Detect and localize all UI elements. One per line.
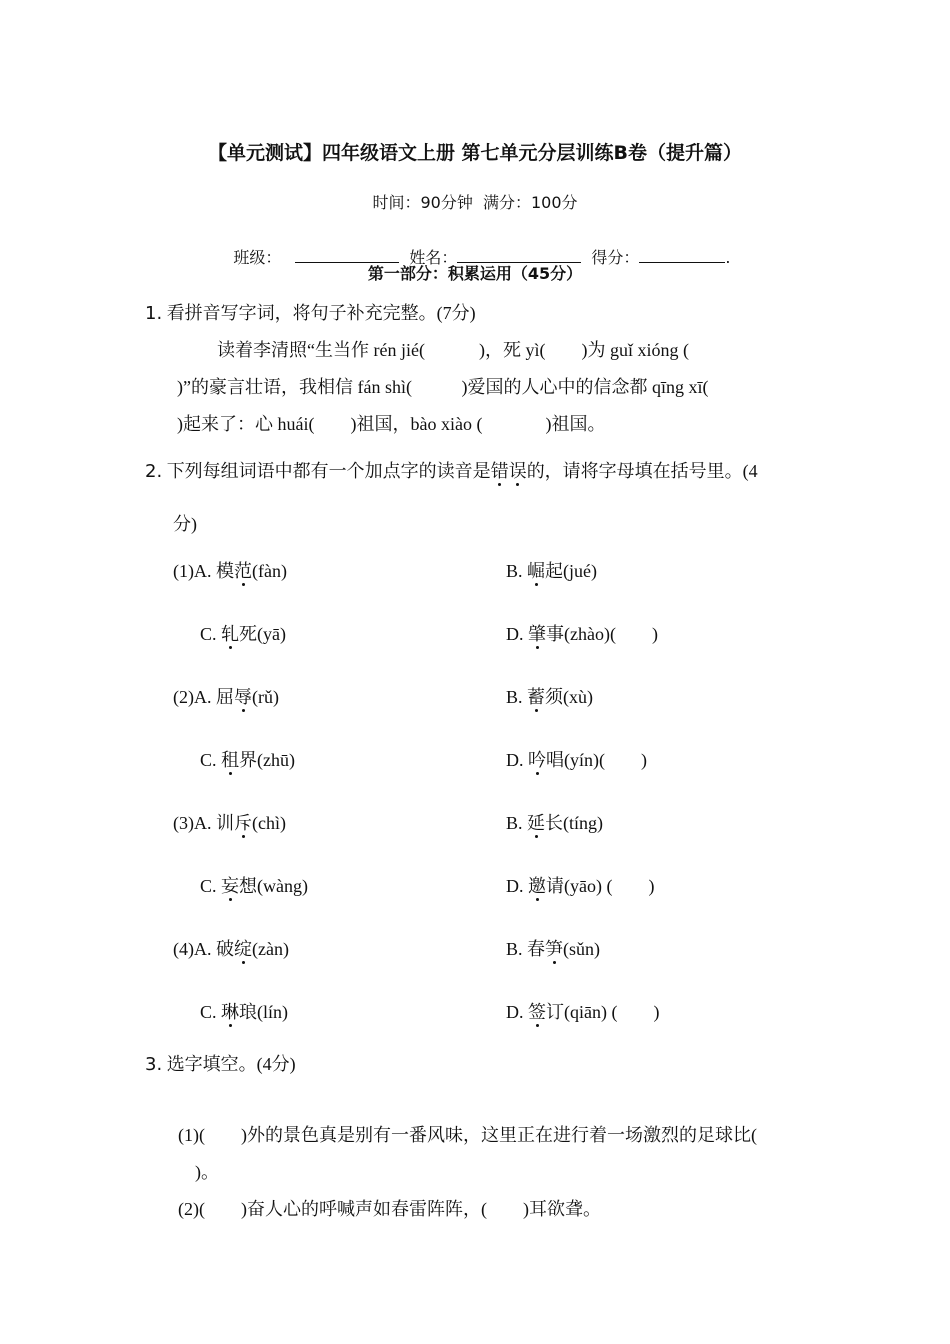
option-5-2 <box>506 809 603 835</box>
option-7-2 <box>506 935 600 961</box>
option-5-1 <box>173 809 286 835</box>
question-text: 选字填空。(4分) <box>162 1054 296 1074</box>
option-1-1 <box>173 557 287 583</box>
section-heading: 第一部分：积累运用（45分） <box>367 264 583 283</box>
dotted-char: 蓄 <box>527 687 546 707</box>
option-6-1 <box>200 872 308 898</box>
option-label: (1)A. <box>173 561 216 581</box>
option-label: C. <box>200 876 222 896</box>
option-label: B. <box>506 561 528 581</box>
option-post: (chì) <box>252 813 286 833</box>
dotted-char: 崛 <box>527 561 546 581</box>
option-label: D. <box>506 876 528 896</box>
option-post: 界(zhū) <box>239 750 295 770</box>
question-2 <box>145 457 758 483</box>
dotted-char: 延 <box>527 813 546 833</box>
dotted-char: 邀 <box>528 876 546 896</box>
option-post: 琅(lín) <box>239 1002 289 1022</box>
question-text: 看拼音写字词，将句子补充完整。(7分) <box>162 303 476 323</box>
option-3-2 <box>506 683 593 709</box>
option-label: C. <box>200 1002 222 1022</box>
option-6-2 <box>506 872 654 898</box>
option-1-2 <box>506 557 597 583</box>
question-number: 2. <box>145 461 163 482</box>
option-8-1 <box>200 998 288 1024</box>
dotted-char: 轧 <box>221 624 240 644</box>
option-2-2 <box>506 620 658 646</box>
dotted-char: 肇 <box>528 624 546 644</box>
option-post: 起(jué) <box>545 561 597 581</box>
class-label: 班级： <box>233 248 282 267</box>
option-8-2 <box>506 998 659 1024</box>
question-text-cont: 分) <box>173 514 197 534</box>
option-label: (3)A. <box>173 813 216 833</box>
dotted-char: 妄 <box>221 876 240 896</box>
q3-line: (2)( )奋人心的呼喊声如春雷阵阵，( )耳欲聋。 <box>178 1199 601 1219</box>
option-pre: 屈 <box>216 687 234 707</box>
option-post: 长(tíng) <box>545 813 604 833</box>
q1-line: )起来了：心 huái( )祖国，bào xiào ( )祖国。 <box>177 414 606 434</box>
option-pre: 破 <box>216 939 234 959</box>
dotted-char: 辱 <box>234 687 252 707</box>
option-pre: 春 <box>527 939 546 959</box>
option-4-1 <box>200 746 295 772</box>
option-label: D. <box>506 1002 528 1022</box>
option-label: (4)A. <box>173 939 216 959</box>
period: . <box>725 248 731 267</box>
option-label: D. <box>506 750 528 770</box>
option-label: B. <box>506 813 528 833</box>
option-label: B. <box>506 939 528 959</box>
question-text: 下列每组词语中都有一个加点字的读音是 <box>162 461 491 481</box>
option-post: 事(zhào)( ) <box>546 624 658 644</box>
option-4-2 <box>506 746 647 772</box>
option-post: (zàn) <box>252 939 289 959</box>
dotted-char: 误 <box>508 461 527 481</box>
option-post: 请(yāo) ( ) <box>546 876 655 896</box>
option-post: 唱(yín)( ) <box>546 750 647 770</box>
question-text: 的，请将字母填在括号里。(4 <box>526 461 758 481</box>
option-label: B. <box>506 687 528 707</box>
option-pre: 模 <box>216 561 234 581</box>
option-post: (sǔn) <box>563 939 601 959</box>
score-label: 得分： <box>591 248 640 267</box>
name-label: 姓名： <box>409 248 458 267</box>
question-1 <box>145 299 476 325</box>
option-label: D. <box>506 624 528 644</box>
option-post: 须(xù) <box>545 687 594 707</box>
option-post: 订(qiān) ( ) <box>546 1002 660 1022</box>
question-number: 3. <box>145 1054 163 1075</box>
q1-line: 读着李清照“生当作 rén jié( )，死 yì( )为 guǐ xióng ( <box>217 340 689 360</box>
option-label: (2)A. <box>173 687 216 707</box>
dotted-char: 租 <box>221 750 240 770</box>
dotted-char: 绽 <box>234 939 252 959</box>
question-number: 1. <box>145 303 163 324</box>
dotted-char: 琳 <box>221 1002 240 1022</box>
q3-line: )。 <box>195 1162 219 1182</box>
option-3-1 <box>173 683 279 709</box>
option-post: (rǔ) <box>252 687 279 707</box>
option-7-1 <box>173 935 289 961</box>
option-post: (fàn) <box>252 561 287 581</box>
dotted-char: 笋 <box>545 939 564 959</box>
dotted-char: 吟 <box>528 750 546 770</box>
dotted-char: 范 <box>234 561 252 581</box>
option-post: 死(yā) <box>239 624 286 644</box>
exam-time-score: 时间：90分钟 满分：100分 <box>372 193 578 212</box>
q3-line: (1)( )外的景色真是别有一番风味，这里正在进行着一场激烈的足球比( <box>178 1125 757 1145</box>
dotted-char: 错 <box>490 461 509 481</box>
option-pre: 训 <box>216 813 234 833</box>
question-3 <box>145 1050 296 1076</box>
option-label: C. <box>200 624 222 644</box>
document-title: 【单元测试】四年级语文上册 第七单元分层训练B卷（提升篇） <box>207 142 743 164</box>
option-2-1 <box>200 620 286 646</box>
dotted-char: 斥 <box>234 813 252 833</box>
dotted-char: 签 <box>528 1002 546 1022</box>
q1-line: )”的豪言壮语，我相信 fán shì( )爱国的人心中的信念都 qīng xī( <box>177 377 709 397</box>
option-post: 想(wàng) <box>239 876 308 896</box>
option-label: C. <box>200 750 222 770</box>
